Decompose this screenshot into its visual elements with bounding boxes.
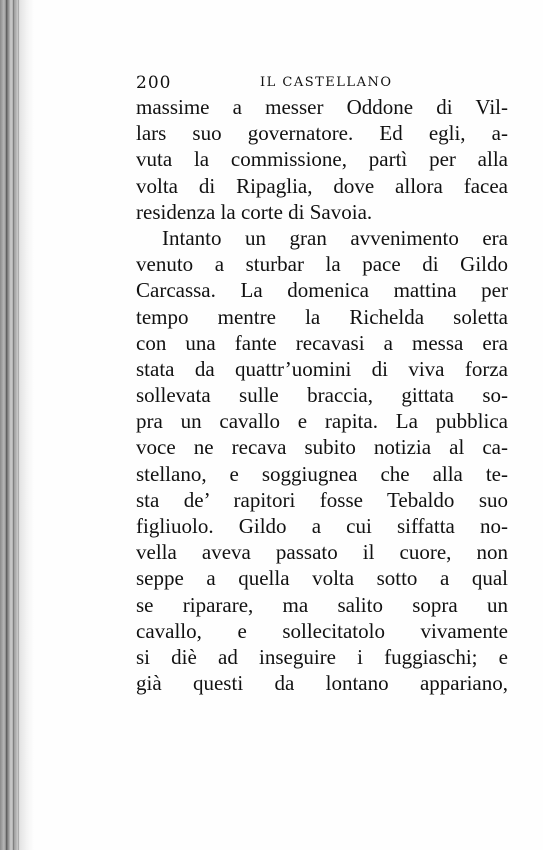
running-title: IL CASTELLANO [260, 75, 393, 90]
text-line: vella aveva passato il cuore, non [136, 540, 508, 565]
text-line: cavallo, e sollecitatolo vivamente [136, 618, 508, 643]
text-line: si diè ad inseguire i fuggiaschi; e [136, 644, 508, 669]
text-line: tempo mentre la Richelda soletta [136, 304, 508, 329]
text-line: sollevata sulle braccia, gittata so- [136, 383, 508, 408]
text-line: stellano, e soggiugnea che alla te- [136, 461, 508, 486]
text-line: voce ne recava subito notizia al ca- [136, 435, 508, 460]
gutter-shadow-line [18, 0, 19, 850]
text-line: lars suo governatore. Ed egli, a- [136, 121, 508, 146]
paragraph-start-line: Intanto un gran avvenimento era [162, 225, 508, 250]
text-line: venuto a sturbar la pace di Gildo [136, 252, 508, 277]
binding-gutter [0, 0, 34, 850]
running-head [136, 73, 516, 93]
body-text [136, 94, 508, 696]
paragraph-end-line: residenza la corte di Savoia. [136, 199, 373, 224]
text-line: Carcassa. La domenica mattina per [136, 278, 508, 303]
text-line: vuta la commissione, partì per alla [136, 147, 508, 172]
text-line: pra un cavallo e rapita. La pubblica [136, 409, 508, 434]
text-line: sta de’ rapitori fosse Tebaldo suo [136, 487, 508, 512]
text-line: con una fante recavasi a messa era [136, 330, 508, 355]
text-line: figliuolo. Gildo a cui siffatta no- [136, 514, 508, 538]
text-line: già questi da lontano appariano, [136, 671, 508, 696]
gutter-shadow-line [13, 0, 14, 850]
text-line: seppe a quella volta sotto a qual [136, 566, 508, 591]
text-line: massime a messer Oddone di Vil- [136, 95, 508, 119]
text-line: volta di Ripaglia, dove allora facea [136, 173, 508, 198]
text-line: stata da quattr’uomini di viva forza [136, 356, 508, 381]
page-number: 200 [136, 73, 172, 93]
gutter-shadow-line [6, 0, 7, 850]
text-line: se riparare, ma salito sopra un [136, 592, 508, 617]
